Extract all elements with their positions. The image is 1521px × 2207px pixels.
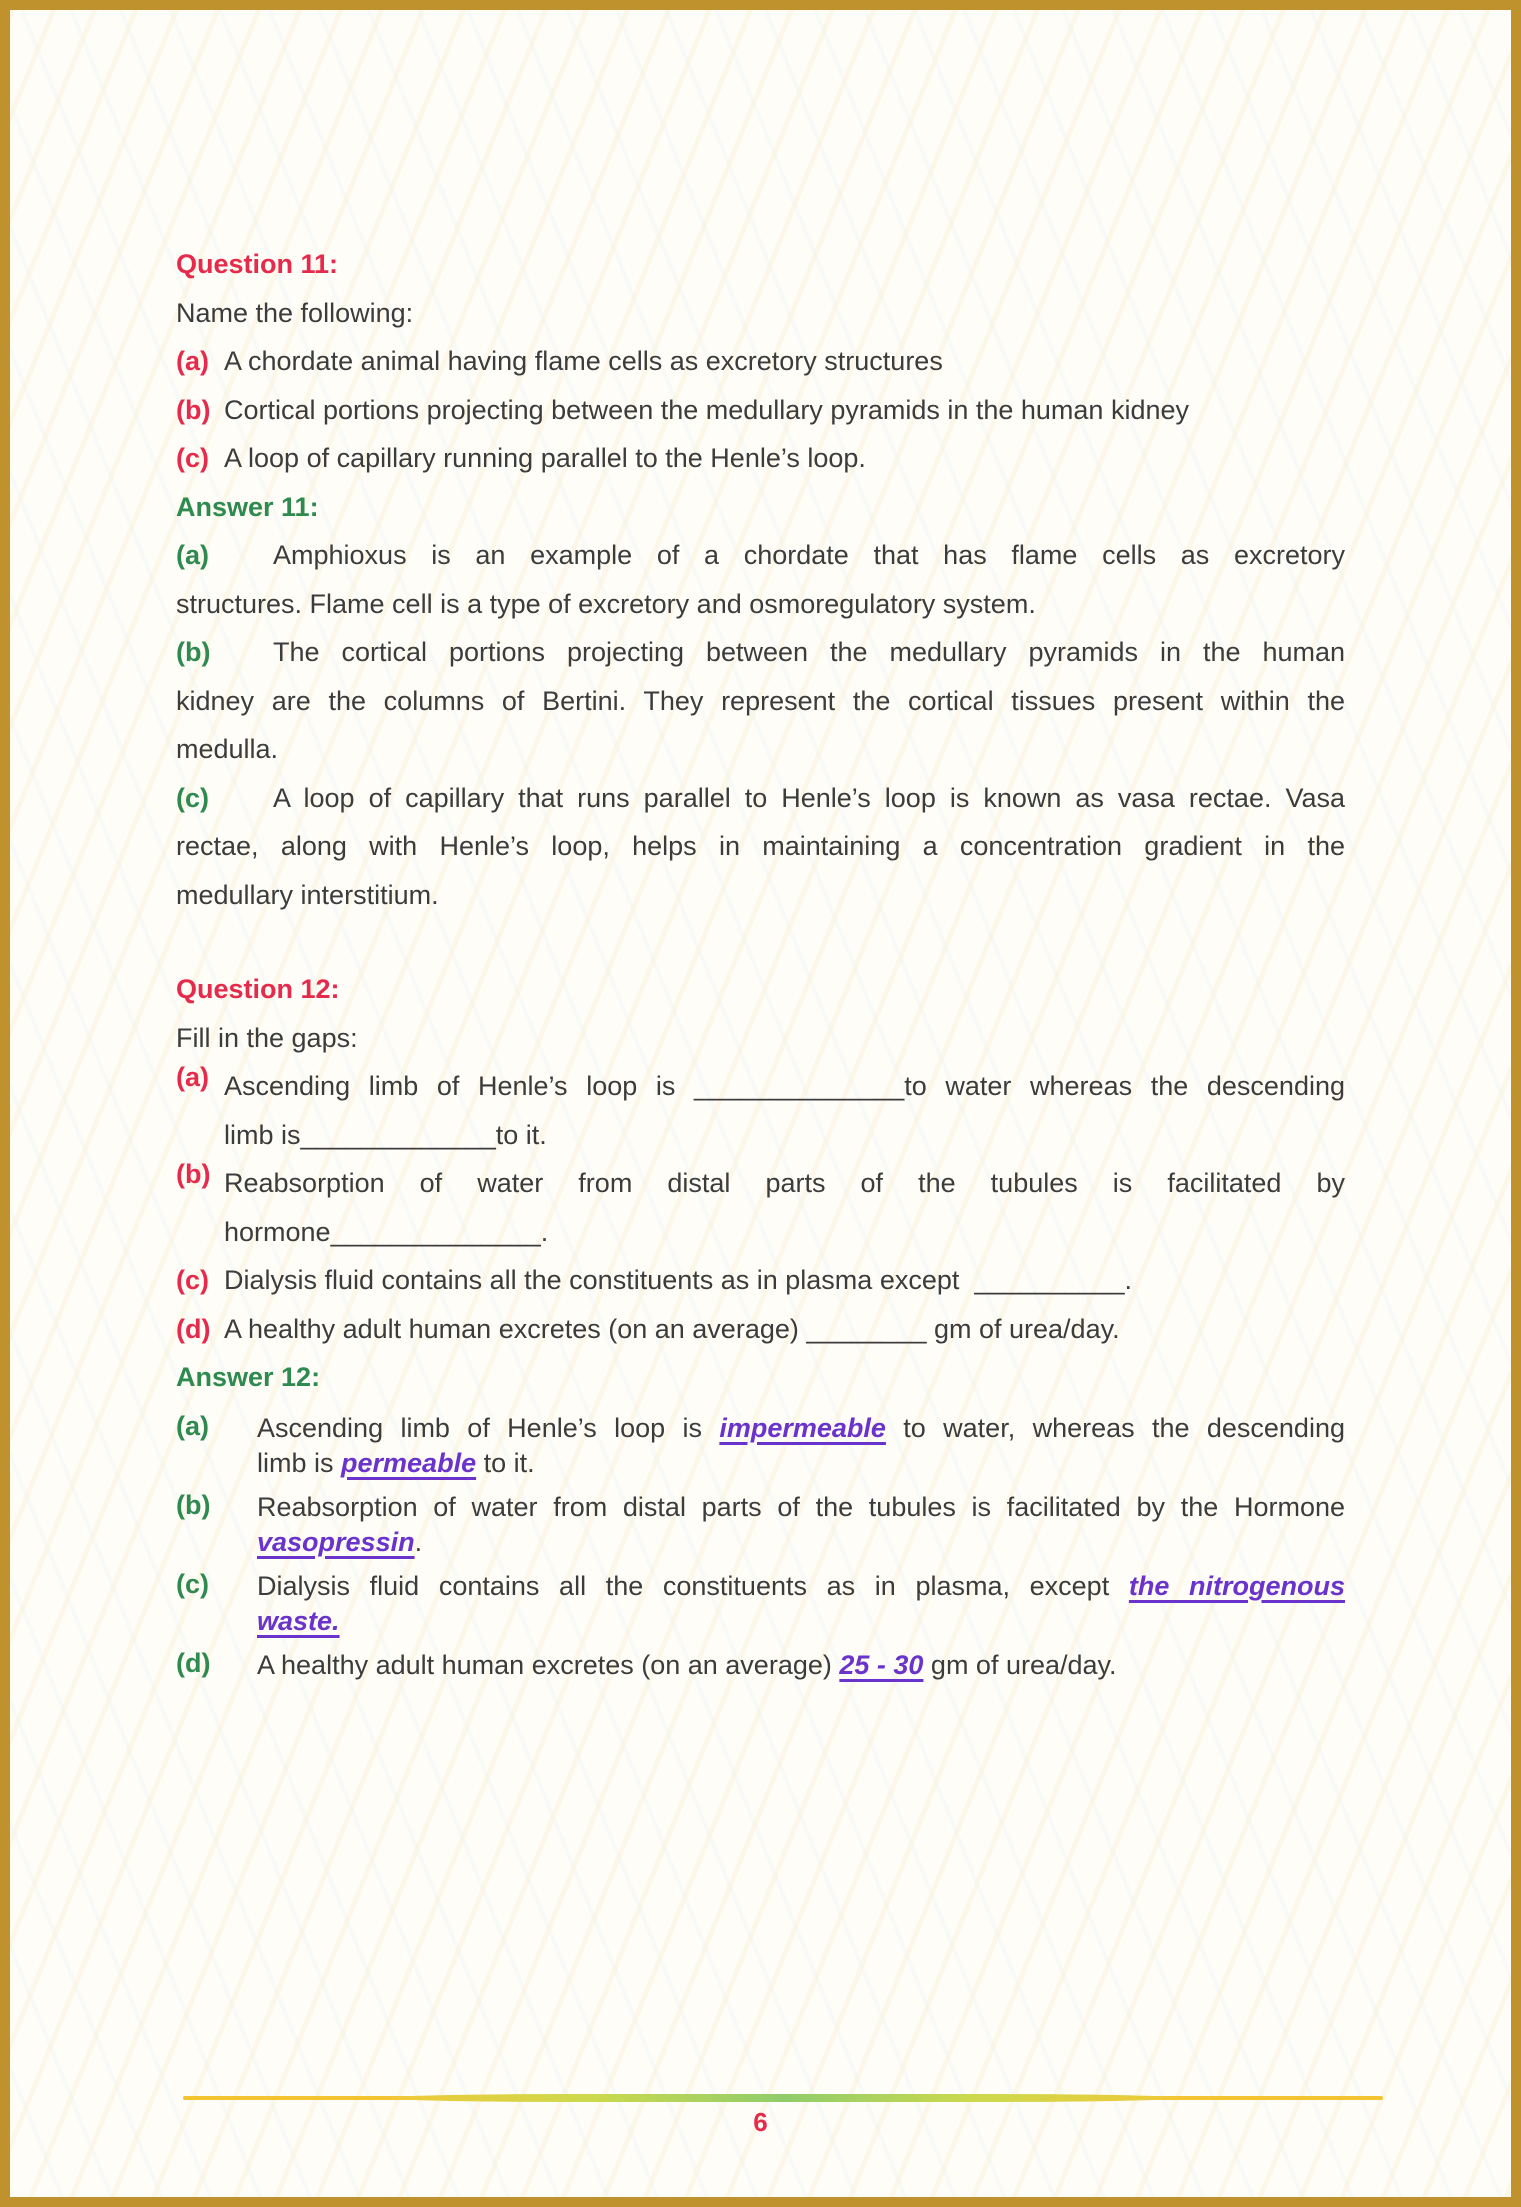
a12-item-a-line2	[257, 1446, 1345, 1481]
q11-heading: Question 11:	[176, 249, 339, 279]
a11-item-a-label: (a)	[176, 540, 209, 570]
page-content	[176, 240, 1345, 1683]
a11-item-b-text1: The cortical portions projecting between the medullary pyramids in the human	[273, 637, 1345, 667]
a12-item-b-line2	[257, 1525, 1345, 1560]
a11-item-c-text1: A loop of capillary that runs parallel to Henle’s loop is known as vasa rectae. Vasa	[273, 782, 1345, 813]
q12-item-b-label: (b)	[176, 1159, 211, 1189]
a12-item-a-line2-text: limb is	[257, 1447, 342, 1478]
a12-item-b-answer-vasopressin: vasopressin	[257, 1526, 415, 1557]
q11-item-b	[176, 386, 1345, 435]
a11-item-b-label: (b)	[176, 637, 211, 667]
a11-item-c-line1	[176, 774, 1345, 823]
a12-item-b-label: (b)	[176, 1489, 211, 1520]
a12-heading: Answer 12:	[176, 1362, 321, 1392]
q11-intro: Name the following:	[176, 297, 414, 328]
a12-item-a	[176, 1411, 1345, 1481]
q12-item-d-text: A healthy adult human excretes (on an average) ________ gm of urea/day.	[224, 1313, 1120, 1344]
q12-item-a-line1: Ascending limb of Henle’s loop is ______________to water whereas the descending	[224, 1071, 1345, 1101]
a12-item-c-line1-text: Dialysis fluid contains all the constituents as in plasma, except	[257, 1570, 1129, 1601]
q11-item-a-label: (a)	[176, 346, 209, 376]
a12-item-c-line1	[257, 1569, 1345, 1604]
q12-item-a-line2: limb is_____________to it.	[224, 1119, 547, 1150]
a12-item-d-line1-text: A healthy adult human excretes (on an average)	[257, 1649, 840, 1680]
a11-item-b-line2: kidney are the columns of Bertini. They represent the cortical tissues present within the	[176, 685, 1345, 716]
a12-item-a-line2-tail: to it.	[476, 1447, 535, 1478]
q11-item-b-label: (b)	[176, 394, 211, 425]
q12-item-d-label: (d)	[176, 1313, 211, 1344]
a11-item-b-line3: medulla.	[176, 734, 279, 764]
q12-item-b-line2: hormone______________.	[224, 1216, 549, 1247]
a11-item-a-line1	[176, 531, 1345, 580]
q12-item-b	[176, 1159, 1345, 1256]
a12-item-c-answer-nitrogenous: the nitrogenous	[1128, 1570, 1345, 1601]
a12-item-a-line1-text: Ascending limb of Henle’s loop is	[257, 1412, 720, 1443]
a12-item-c-label: (c)	[176, 1568, 209, 1599]
q12-intro: Fill in the gaps:	[176, 1022, 358, 1053]
a12-item-b-line2-tail: .	[414, 1526, 423, 1557]
footer-divider-center	[387, 2094, 1179, 2102]
a11-item-c-line2: rectae, along with Henle’s loop, helps in maintaining a concentration gradient in the	[176, 831, 1345, 861]
q11-item-c-text: A loop of capillary running parallel to the Henle’s loop.	[224, 443, 866, 473]
a11-item-b-line1	[176, 628, 1345, 677]
q12-item-c	[176, 1256, 1345, 1305]
a12-item-d	[176, 1648, 1345, 1683]
footer-divider	[183, 2092, 1383, 2104]
q11-item-c-label: (c)	[176, 443, 209, 473]
q12-heading: Question 12:	[176, 974, 340, 1004]
q12-item-c-label: (c)	[176, 1265, 209, 1295]
a12-item-a-line1	[257, 1411, 1345, 1446]
a12-item-d-label: (d)	[176, 1647, 211, 1678]
section-gap	[176, 919, 1345, 965]
a12-item-a-answer-impermeable: impermeable	[719, 1412, 886, 1443]
a12-item-d-line1	[257, 1648, 1345, 1683]
a12-item-d-line1-tail: gm of urea/day.	[923, 1649, 1117, 1680]
a11-heading: Answer 11:	[176, 491, 319, 522]
a12-item-b	[176, 1490, 1345, 1560]
q11-item-b-text: Cortical portions projecting between the medullary pyramids in the human kidney	[224, 394, 1189, 425]
q12-item-a	[176, 1062, 1345, 1159]
q11-item-a-text: A chordate animal having flame cells as excretory structures	[224, 346, 943, 376]
q12-item-d	[176, 1305, 1345, 1354]
q11-item-a	[176, 337, 1345, 386]
a11-item-a-line2: structures. Flame cell is a type of excretory and osmoregulatory system.	[176, 588, 1036, 619]
a12-item-a-line1-tail: to water, whereas the descending	[885, 1412, 1345, 1443]
a12-item-b-line1	[257, 1490, 1345, 1525]
page-number: 6	[753, 2107, 768, 2137]
a12-item-d-answer-25-30: 25 - 30	[839, 1649, 924, 1680]
a12-item-c	[176, 1569, 1345, 1639]
q12-item-a-label: (a)	[176, 1062, 209, 1092]
a12-item-a-answer-permeable: permeable	[341, 1447, 477, 1478]
a11-item-c-label: (c)	[176, 782, 209, 813]
a12-item-b-line1-text: Reabsorption of water from distal parts of the tubules is facilitated by the Hormone	[257, 1491, 1345, 1522]
q12-item-c-text: Dialysis fluid contains all the constituents as in plasma except __________.	[224, 1265, 1133, 1295]
q11-item-c	[176, 434, 1345, 483]
a12-item-c-answer-waste: waste.	[257, 1605, 340, 1636]
a11-item-a-text1: Amphioxus is an example of a chordate that has flame cells as excretory	[273, 540, 1345, 570]
q12-item-b-line1: Reabsorption of water from distal parts of the tubules is facilitated by	[224, 1168, 1345, 1198]
a12-item-a-label: (a)	[176, 1410, 209, 1441]
a12-item-c-line2	[257, 1604, 1345, 1639]
a11-item-c-line3: medullary interstitium.	[176, 879, 439, 910]
